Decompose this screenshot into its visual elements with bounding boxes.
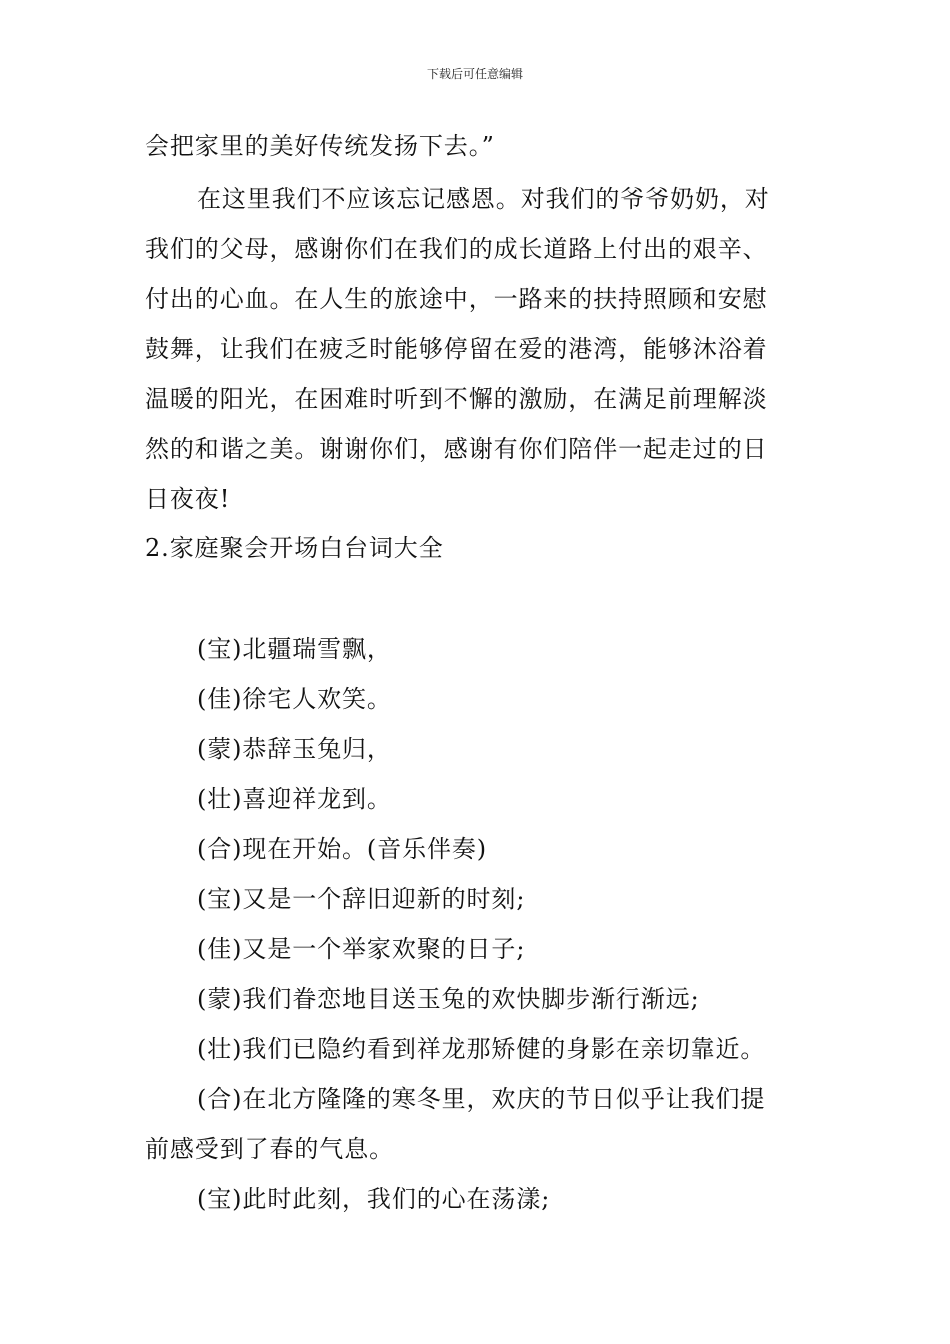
text-line: 日夜夜! [145, 485, 231, 513]
dialogue-line: (宝)此时此刻，我们的心在荡漾; [197, 1185, 551, 1213]
text-line: 在这里我们不应该忘记感恩。对我们的爷爷奶奶，对 [197, 185, 770, 213]
dialogue-line: (壮)喜迎祥龙到。 [197, 785, 392, 813]
dialogue-line: (合)在北方隆隆的寒冬里，欢庆的节日似乎让我们提 [197, 1085, 766, 1113]
dialogue-line: (佳)徐宅人欢笑。 [197, 685, 392, 713]
dialogue-line: (蒙)我们眷恋地目送玉兔的欢快脚步渐行渐远; [197, 985, 700, 1013]
text-line: 温暖的阳光，在困难时听到不懈的激励，在满足前理解淡 [145, 385, 768, 413]
text-line: 鼓舞，让我们在疲乏时能够停留在爱的港湾，能够沐浴着 [145, 335, 768, 363]
section-heading: 2.家庭聚会开场白台词大全 [145, 534, 444, 562]
text-line: 会把家里的美好传统发扬下去。” [145, 132, 495, 160]
dialogue-line: (佳)又是一个举家欢聚的日子; [197, 935, 526, 963]
page-header: 下载后可任意编辑 [426, 67, 523, 81]
dialogue-line: (合)现在开始。(音乐伴奏) [197, 835, 488, 863]
text-line: 我们的父母，感谢你们在我们的成长道路上付出的艰辛、 [145, 235, 768, 263]
dialogue-line: (宝)北疆瑞雪飘， [197, 635, 392, 663]
dialogue-line: (蒙)恭辞玉兔归， [197, 735, 392, 763]
text-line: 付出的心血。在人生的旅途中，一路来的扶持照顾和安慰 [145, 285, 768, 313]
dialogue-line: 前感受到了春的气息。 [145, 1135, 394, 1163]
text-line: 然的和谐之美。谢谢你们，感谢有你们陪伴一起走过的日 [145, 435, 768, 463]
dialogue-line: (壮)我们已隐约看到祥龙那矫健的身影在亲切靠近。 [197, 1035, 766, 1063]
dialogue-line: (宝)又是一个辞旧迎新的时刻; [197, 885, 526, 913]
